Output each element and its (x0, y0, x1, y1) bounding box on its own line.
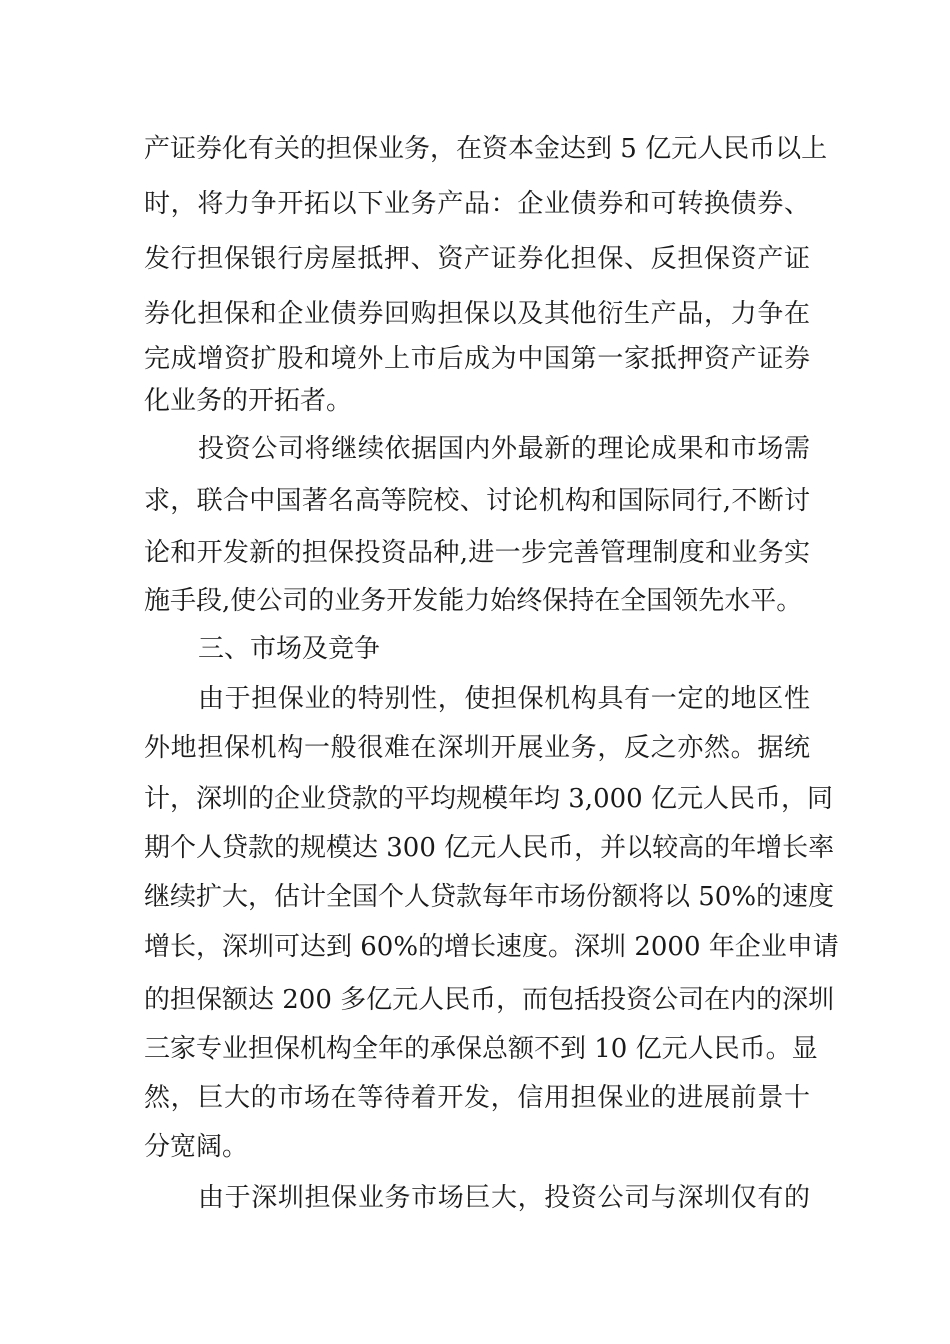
text-line: 完成增资扩股和境外上市后成为中国第一家抵押资产证券 (144, 344, 810, 374)
text-line: 期个人贷款的规模达 300 亿元人民币，并以较高的年增长率 (144, 833, 835, 863)
text-line: 计，深圳的企业贷款的平均规模年均 3,000 亿元人民币，同 (144, 784, 833, 814)
text-line: 外地担保机构一般很难在深圳开展业务，反之亦然。据统 (144, 733, 810, 763)
text-line: 然，巨大的市场在等待着开发，信用担保业的进展前景十 (144, 1083, 810, 1113)
text-line: 化业务的开拓者。 (144, 386, 353, 416)
paragraph-first-line: 由于担保业的特别性，使担保机构具有一定的地区性 (198, 684, 810, 714)
text-line: 券化担保和企业债券回购担保以及其他衍生产品，力争在 (144, 299, 810, 329)
paragraph-first-line: 投资公司将继续依据国内外最新的理论成果和市场需 (198, 434, 810, 464)
text-line: 产证券化有关的担保业务，在资本金达到 5 亿元人民币以上 (144, 134, 828, 164)
text-line: 时，将力争开拓以下业务产品：企业债券和可转换债券、 (144, 189, 810, 219)
text-line: 求，联合中国著名高等院校、讨论机构和国际同行,不断讨 (144, 486, 810, 516)
text-line: 增长，深圳可达到 60%的增长速度。深圳 2000 年企业申请 (144, 932, 839, 962)
text-line: 的担保额达 200 多亿元人民币，而包括投资公司在内的深圳 (144, 985, 835, 1015)
text-line: 施手段,使公司的业务开发能力始终保持在全国领先水平。 (144, 586, 803, 616)
paragraph-first-line: 由于深圳担保业务市场巨大，投资公司与深圳仅有的 (198, 1183, 810, 1213)
section-heading: 三、市场及竞争 (198, 634, 381, 664)
text-line: 继续扩大，估计全国个人贷款每年市场份额将以 50%的速度 (144, 882, 835, 912)
text-line: 论和开发新的担保投资品种,进一步完善管理制度和业务实 (144, 538, 810, 568)
text-line: 三家专业担保机构全年的承保总额不到 10 亿元人民币。显 (144, 1034, 818, 1064)
text-line: 发行担保银行房屋抵押、资产证券化担保、反担保资产证 (144, 244, 810, 274)
text-line: 分宽阔。 (144, 1132, 249, 1162)
